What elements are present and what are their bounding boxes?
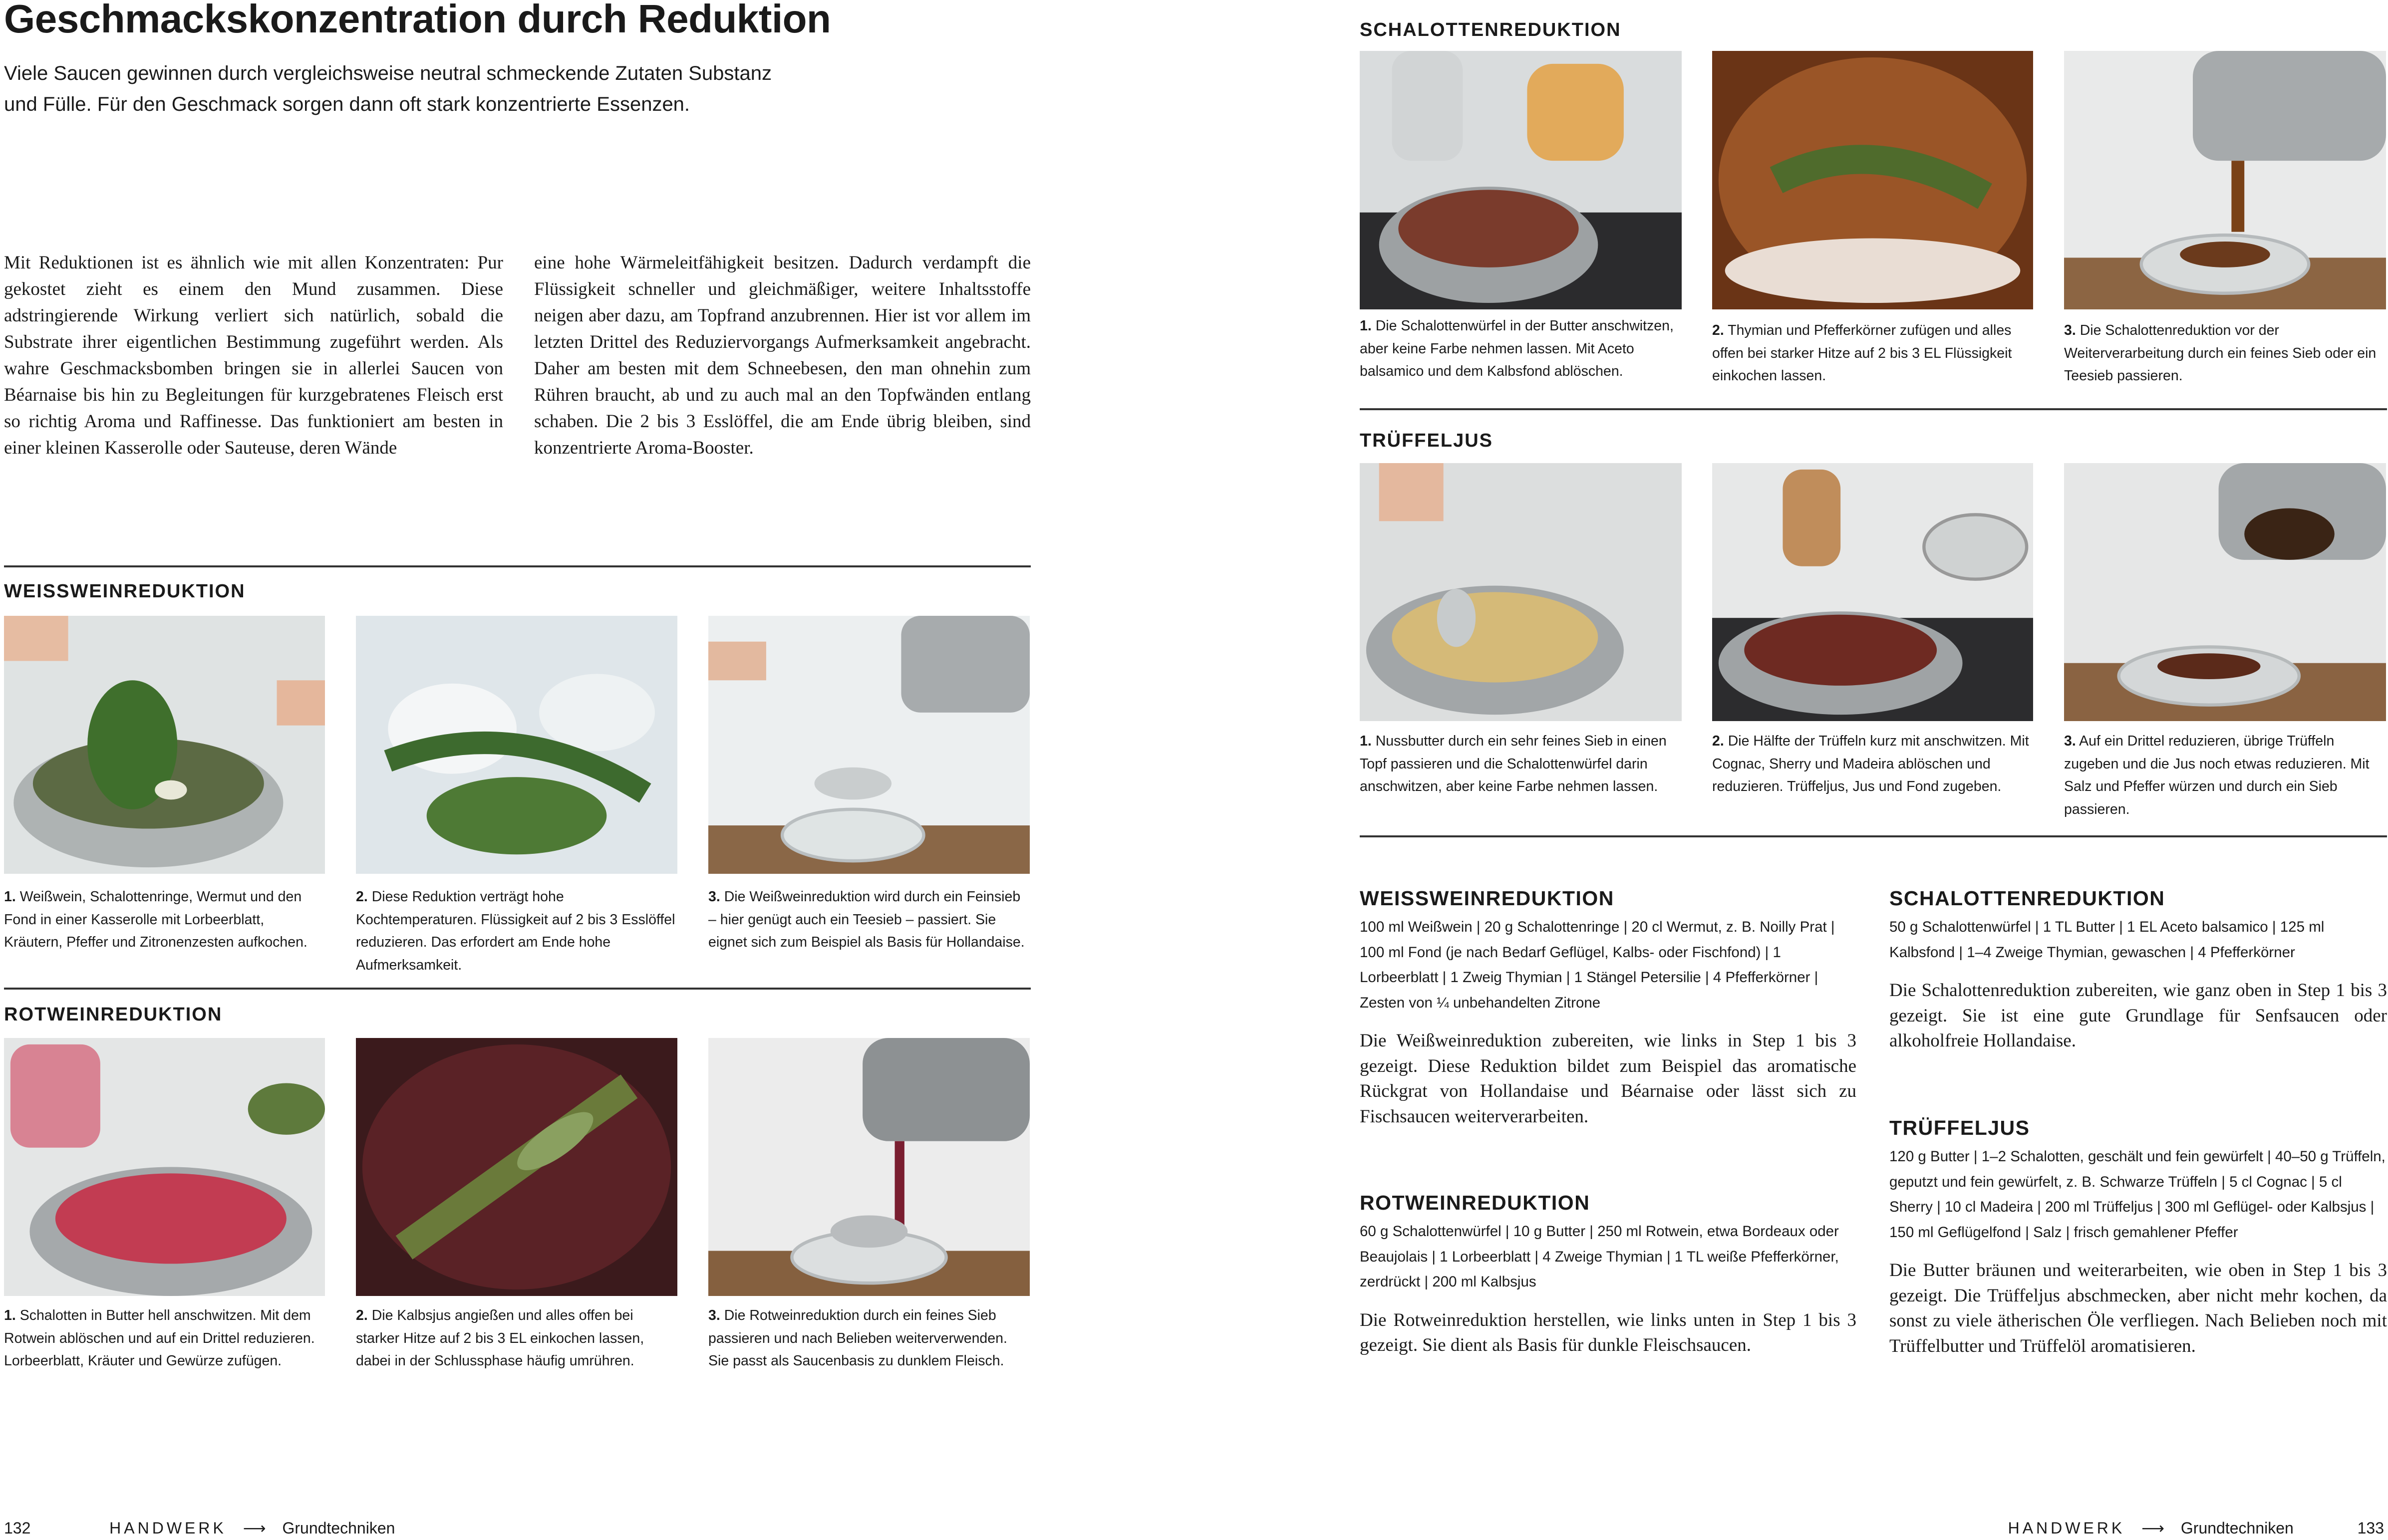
caption-weisswein-3: 3. Die Weißweinreduktion wird durch ein Feinsieb – hier genügt auch ein Teesieb – passiert. Sie eignet sich zum Beispiel als Basis für Hollandaise. (708, 889, 1025, 950)
photo-rotwein-3 (708, 1038, 1030, 1296)
recipe-trueffel (1889, 1118, 2387, 1359)
recipe-heading: WEISSWEINREDUKTION (1360, 887, 1614, 910)
footer-category: HANDWERK (109, 1519, 227, 1537)
footer-left (4, 1520, 395, 1536)
recipe-schalotten (1889, 888, 2387, 1054)
recipe-ingredients: 120 g Butter | 1–2 Schalotten, geschält und fein gewürfelt | 40–50 g Trüffeln, geputzt und fein gewürfelt, z. B. Schwarze Trüffeln | 5 cl Cognac | 5 cl Sherry | 10 cl Madeira | 200 ml Trüffeljus | 300 ml Geflügel- oder Kalbsjus | 150 ml Geflügelfond | Salz | frisch gemahlener Pfeffer (1889, 1148, 2386, 1241)
caption-weisswein-2: 2. Diese Reduktion verträgt hohe Kochtemperaturen. Flüssigkeit auf 2 bis 3 Esslöffel reduzieren. Das erfordert am Ende hohe Aufmerksamkeit. (356, 889, 675, 973)
footer-section: Grundtechniken (2180, 1519, 2294, 1537)
footer-right (2008, 1520, 2384, 1536)
photo-rotwein-2 (356, 1038, 677, 1296)
photo-rotwein-1 (4, 1038, 325, 1296)
section-heading-trueffel: TRÜFFELJUS (1360, 430, 1493, 451)
footer-category: HANDWERK (2008, 1519, 2125, 1537)
arrow-right-icon: ⟶ (2141, 1519, 2165, 1537)
recipe-text: Die Butter bräunen und weiterarbeiten, wie oben in Step 1 bis 3 gezeigt. Die Trüffeljus abschmecken, aber nicht mehr kochen, da sonst zu viele ätherischen Öle verfliegen. Nach Belieben noch mit Trüffelbutter und Trüffelöl aromatisieren. (1889, 1260, 2387, 1356)
photo-schalotten-3 (2064, 51, 2386, 309)
arrow-right-icon: ⟶ (243, 1519, 266, 1537)
recipe-ingredients: 100 ml Weißwein | 20 g Schalottenringe | 20 cl Wermut, z. B. Noilly Prat | 100 ml Fond (je nach Bedarf Geflügel, Kalbs- oder Fischfond) | 1 Lorbeerblatt | 1 Zweig Thymian | 1 Stängel Petersilie | 4 Pfefferkörner | Zesten von ¼ unbehandelten Zitrone (1360, 919, 1835, 1011)
recipe-text: Die Schalottenreduktion zubereiten, wie ganz oben in Step 1 bis 3 gezeigt. Sie ist eine gute Grundlage für Senfsaucen oder alkoholfreie Hollandaise. (1889, 980, 2387, 1051)
caption-rotwein-2: 2. Die Kalbsjus angießen und alles offen bei starker Hitze auf 2 bis 3 EL einkochen lassen, dabei in der Schlussphase häufig umrühren. (356, 1307, 644, 1369)
caption-schalotten-2: 2. Thymian und Pfefferkörner zufügen und alles offen bei starker Hitze auf 2 bis 3 EL Flüssigkeit einkochen lassen. (1712, 322, 2012, 384)
page-title: Geschmackskonzentration durch Reduktion (4, 0, 831, 41)
caption-rotwein-1: 1. Schalotten in Butter hell anschwitzen. Mit dem Rotwein ablöschen und auf ein Drittel reduzieren. Lorbeerblatt, Kräuter und Gewürze zufügen. (4, 1307, 315, 1369)
section-heading-weisswein: WEISSWEINREDUKTION (4, 581, 246, 602)
recipe-heading: TRÜFFELJUS (1889, 1116, 2030, 1139)
recipe-text: Die Weißweinreduktion zubereiten, wie links in Step 1 bis 3 gezeigt. Diese Reduktion bildet zum Beispiel das aromatische Rückgrat von Hollandaise und Béarnaise oder lässt sich zu Fischsaucen weiterverarbeiten. (1360, 1030, 1856, 1127)
photo-trueffel-2 (1712, 463, 2033, 721)
caption-trueffel-1: 1. Nussbutter durch ein sehr feines Sieb in einen Topf passieren und die Schalottenwürfel darin anschwitzen, aber keine Farbe nehmen lassen. (1360, 733, 1667, 794)
caption-rotwein-3: 3. Die Rotweinreduktion durch ein feines Sieb passieren und nach Belieben weiterverwenden. Sie passt als Saucenbasis zu dunklem Fleisch. (708, 1307, 1007, 1369)
recipe-text: Die Rotweinreduktion herstellen, wie links unten in Step 1 bis 3 gezeigt. Sie dient als Basis für dunkle Fleischsaucen. (1360, 1309, 1856, 1355)
body-column-2: eine hohe Wärmeleitfähigkeit besitzen. Dadurch verdampft die Flüssigkeit schneller und gleichmäßiger, weitere Inhaltsstoffe neigen aber dazu, am Topfrand anzubrennen. Hier ist vor allem im letzten Drittel des Reduziervorgangs Aufmerksamkeit angebracht. Daher am besten mit dem Schneebesen, den man ohnehin zum Rühren braucht, ab und zu auch mal an den Topfwänden entlang schaben. Die 2 bis 3 Esslöffel, die am Ende übrig bleiben, sind konzentrierte Aroma-Booster. (534, 253, 1031, 458)
recipe-heading: ROTWEINREDUKTION (1360, 1191, 1590, 1214)
recipe-rotwein (1360, 1193, 1856, 1358)
photo-trueffel-3 (2064, 463, 2386, 721)
section-divider (4, 565, 1031, 567)
recipe-weisswein (1360, 888, 1856, 1129)
lead-text: Viele Saucen gewinnen durch vergleichsweise neutral schmeckende Zutaten Substanz und Fülle. Für den Geschmack sorgen dann oft stark konzentrierte Essenzen. (4, 62, 772, 115)
page-number: 133 (2357, 1519, 2384, 1537)
recipe-ingredients: 60 g Schalottenwürfel | 10 g Butter | 250 ml Rotwein, etwa Bordeaux oder Beaujolais | 1 Lorbeerblatt | 4 Zweige Thymian | 1 TL weiße Pfefferkörner, zerdrückt | 200 ml Kalbsjus (1360, 1223, 1839, 1290)
photo-schalotten-1 (1360, 51, 1682, 309)
body-column-1: Mit Reduktionen ist es ähnlich wie mit allen Konzentraten: Pur gekostet zieht es einem den Mund zusammen. Diese adstringierende Wirkung verliert sich natürlich, sobald die Substrate ihrer eigentlichen Bestimmung zugeführt werden. Als wahre Geschmacksbomben bringen sie in allerlei Saucen von Béarnaise bis hin zu Begleitungen für kurzgebratenes Fleisch erst so richtig Aroma und Raffinesse. Das funktioniert am besten in einer kleinen Kasserolle oder Sauteuse, deren Wände (4, 253, 503, 458)
photo-schalotten-2 (1712, 51, 2033, 309)
recipe-ingredients: 50 g Schalottenwürfel | 1 TL Butter | 1 EL Aceto balsamico | 125 ml Kalbsfond | 1–4 Zweige Thymian, gewaschen | 4 Pfefferkörner (1889, 919, 2325, 961)
recipe-heading: SCHALOTTENREDUKTION (1889, 887, 2165, 910)
section-divider (1360, 835, 2387, 837)
section-divider (4, 988, 1031, 990)
page-number: 132 (4, 1519, 31, 1537)
section-heading-rotwein: ROTWEINREDUKTION (4, 1004, 223, 1025)
footer-section: Grundtechniken (282, 1519, 395, 1537)
caption-trueffel-3: 3. Auf ein Drittel reduzieren, übrige Trüffeln zugeben und die Jus noch etwas reduzieren. Mit Salz und Pfeffer würzen und durch ein Sieb passieren. (2064, 733, 2370, 817)
photo-weisswein-3 (708, 616, 1030, 874)
photo-weisswein-1 (4, 616, 325, 874)
section-divider (1360, 408, 2387, 410)
photo-trueffel-1 (1360, 463, 1682, 721)
caption-schalotten-1: 1. Die Schalottenwürfel in der Butter anschwitzen, aber keine Farbe nehmen lassen. Mit Aceto balsamico und dem Kalbsfond ablöschen. (1360, 318, 1674, 379)
caption-weisswein-1: 1. Weißwein, Schalottenringe, Wermut und den Fond in einer Kasserolle mit Lorbeerblatt, Kräutern, Pfeffer und Zitronenzesten aufkochen. (4, 889, 307, 950)
caption-trueffel-2: 2. Die Hälfte der Trüffeln kurz mit anschwitzen. Mit Cognac, Sherry und Madeira ablöschen und reduzieren. Trüffeljus, Jus und Fond zugeben. (1712, 733, 2029, 794)
caption-schalotten-3: 3. Die Schalottenreduktion vor der Weiterverarbeitung durch ein feines Sieb oder ein Teesieb passieren. (2064, 322, 2377, 384)
section-heading-schalotten: SCHALOTTENREDUKTION (1360, 19, 1621, 40)
photo-weisswein-2 (356, 616, 677, 874)
